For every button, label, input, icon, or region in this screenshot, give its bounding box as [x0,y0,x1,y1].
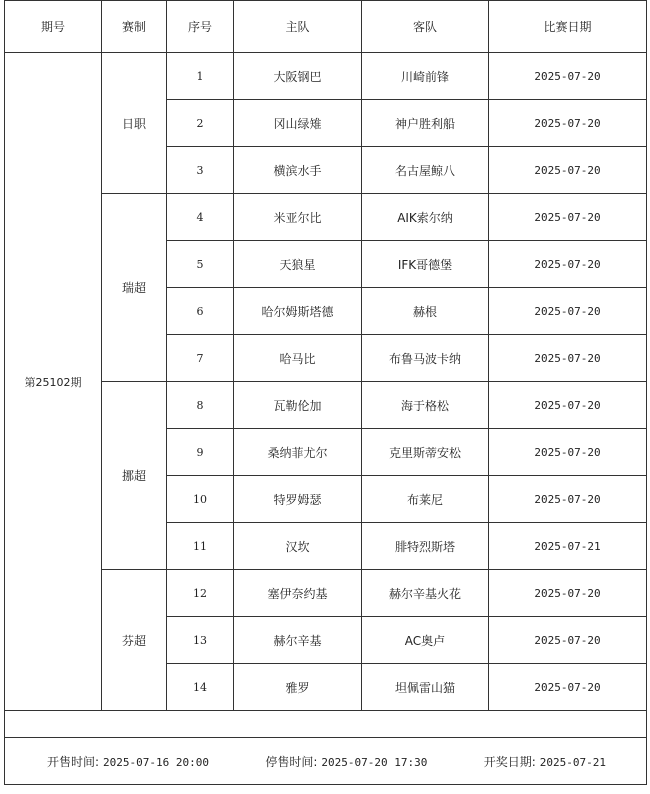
away-team: 赫根 [362,288,489,335]
away-team: 腓特烈斯塔 [362,523,489,570]
row-no: 7 [167,335,234,382]
header-row [5,1,647,53]
sale-end-value: 2025-07-20 17:30 [321,755,428,769]
sale-start-label: 开售时间: [47,754,100,769]
league-cell-allsvenskan: 瑞超 [102,194,167,382]
home-team: 汉坎 [234,523,362,570]
empty-cell [5,711,647,738]
draw-date [484,753,606,770]
match-date: 2025-07-20 [489,100,647,147]
header-away: 客队 [362,1,489,53]
away-team: 布莱尼 [362,476,489,523]
away-team: 克里斯蒂安松 [362,429,489,476]
home-team: 塞伊奈约基 [234,570,362,617]
footer-cell [5,738,647,785]
home-team: 赫尔辛基 [234,617,362,664]
table-row [5,382,647,429]
row-no: 13 [167,617,234,664]
table-row [5,53,647,100]
away-team: 赫尔辛基火花 [362,570,489,617]
row-no: 14 [167,664,234,711]
away-team: 神户胜利船 [362,100,489,147]
draw-date-value: 2025-07-21 [539,755,606,769]
schedule-sheet [4,0,646,790]
table-row [5,570,647,617]
match-date: 2025-07-20 [489,241,647,288]
header-no: 序号 [167,1,234,53]
match-date: 2025-07-20 [489,664,647,711]
header-period: 期号 [5,1,102,53]
match-date: 2025-07-20 [489,476,647,523]
match-date: 2025-07-20 [489,147,647,194]
home-team: 瓦勒伦加 [234,382,362,429]
row-no: 9 [167,429,234,476]
away-team: AIK索尔纳 [362,194,489,241]
sale-end-label: 停售时间: [265,754,318,769]
away-team: IFK哥德堡 [362,241,489,288]
sale-start-value: 2025-07-16 20:00 [103,755,210,769]
row-no: 6 [167,288,234,335]
league-cell-j-league: 日职 [102,53,167,194]
match-date: 2025-07-20 [489,617,647,664]
away-team: AC奥卢 [362,617,489,664]
away-team: 坦佩雷山猫 [362,664,489,711]
match-table [4,0,647,785]
home-team: 冈山绿雉 [234,100,362,147]
home-team: 雅罗 [234,664,362,711]
home-team: 大阪钢巴 [234,53,362,100]
home-team: 米亚尔比 [234,194,362,241]
footer-row [5,738,647,785]
row-no: 5 [167,241,234,288]
match-date: 2025-07-20 [489,335,647,382]
match-date: 2025-07-21 [489,523,647,570]
match-date: 2025-07-20 [489,382,647,429]
match-date: 2025-07-20 [489,194,647,241]
row-no: 11 [167,523,234,570]
match-date: 2025-07-20 [489,429,647,476]
header-league: 赛制 [102,1,167,53]
spacer-row [5,711,647,738]
home-team: 天狼星 [234,241,362,288]
row-no: 12 [167,570,234,617]
home-team: 哈马比 [234,335,362,382]
match-date: 2025-07-20 [489,288,647,335]
home-team: 横滨水手 [234,147,362,194]
home-team: 哈尔姆斯塔德 [234,288,362,335]
league-cell-eliteserien: 挪超 [102,382,167,570]
away-team: 川崎前锋 [362,53,489,100]
sale-start [47,753,209,770]
header-date: 比赛日期 [489,1,647,53]
league-cell-veikkausliiga: 芬超 [102,570,167,711]
match-date: 2025-07-20 [489,570,647,617]
row-no: 4 [167,194,234,241]
row-no: 1 [167,53,234,100]
row-no: 10 [167,476,234,523]
row-no: 3 [167,147,234,194]
period-cell: 第25102期 [5,53,102,711]
row-no: 2 [167,100,234,147]
row-no: 8 [167,382,234,429]
header-home: 主队 [234,1,362,53]
away-team: 海于格松 [362,382,489,429]
home-team: 桑纳菲尤尔 [234,429,362,476]
table-row [5,194,647,241]
away-team: 名古屋鲸八 [362,147,489,194]
home-team: 特罗姆瑟 [234,476,362,523]
match-date: 2025-07-20 [489,53,647,100]
sale-end [265,753,427,770]
away-team: 布鲁马波卡纳 [362,335,489,382]
draw-date-label: 开奖日期: [483,754,536,769]
